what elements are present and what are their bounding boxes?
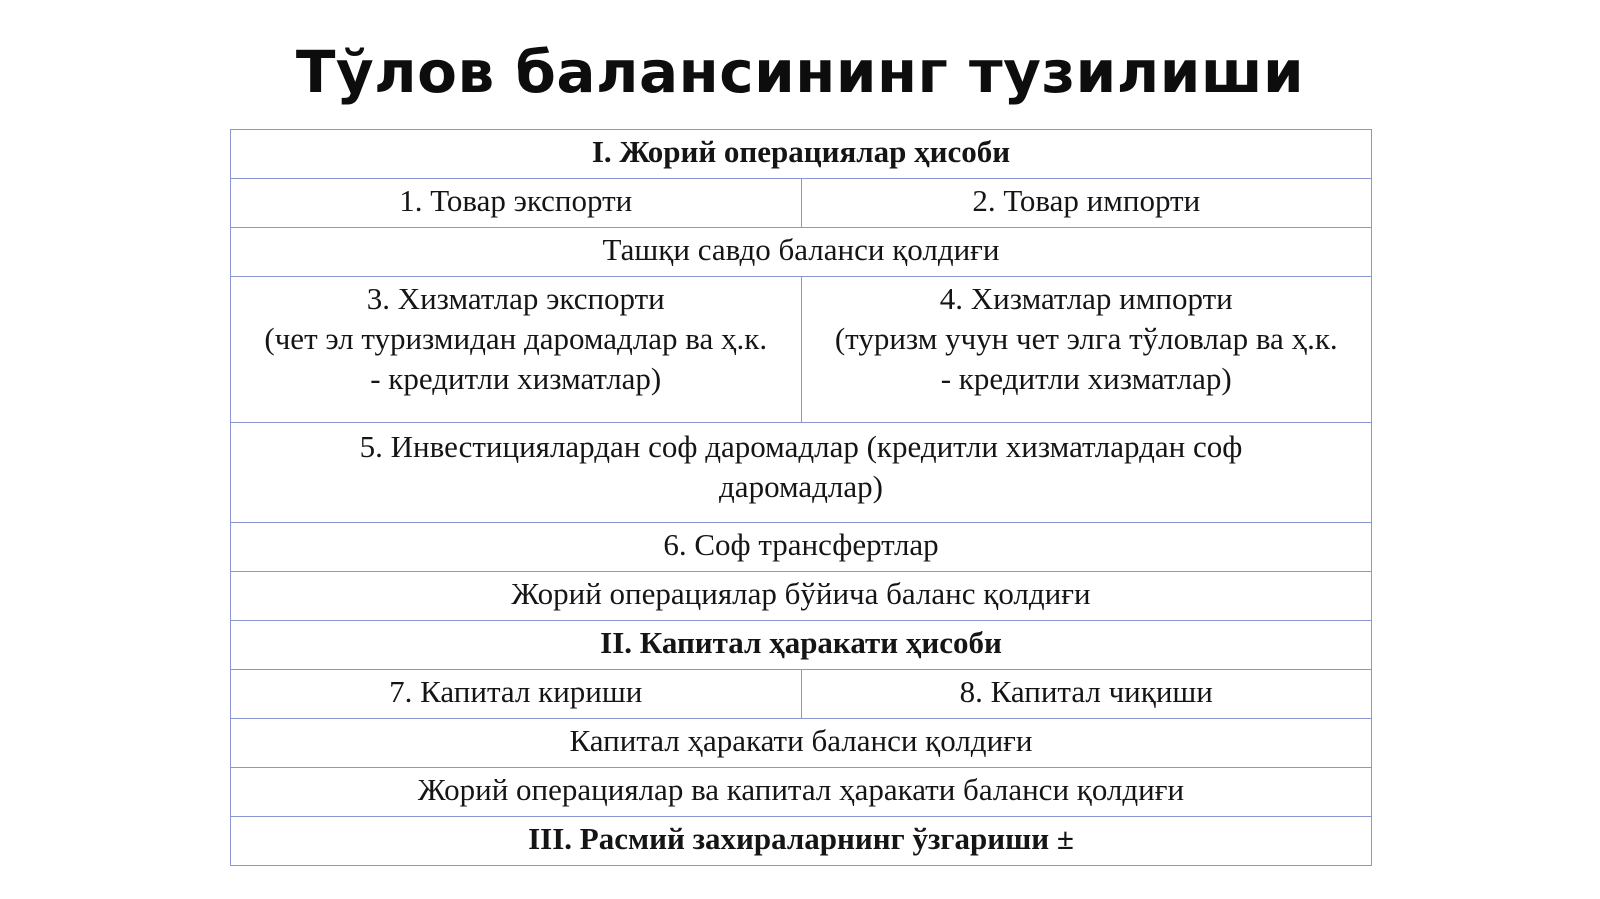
investment-income-line-1: 5. Инвестициялардан соф даромадлар (кредитли хизматлардан соф xyxy=(359,429,1243,464)
investment-income-line-2: даромадлар) xyxy=(719,469,883,504)
table-row xyxy=(231,277,1372,423)
services-import-cell xyxy=(801,277,1372,423)
trade-balance-cell: Ташқи савдо баланси қолдиғи xyxy=(231,228,1372,277)
services-export-line-3: - кредитли хизматлар) xyxy=(370,361,662,396)
goods-export-cell: 1. Товар экспорти xyxy=(231,179,802,228)
table-row xyxy=(231,719,1372,768)
capital-inflow-cell: 7. Капитал кириши xyxy=(231,670,802,719)
section-capital-account-header: II. Капитал ҳаракати ҳисоби xyxy=(231,621,1372,670)
table-row xyxy=(231,572,1372,621)
services-export-line-2: (чет эл туризмидан даромадлар ва ҳ.к. xyxy=(264,321,768,356)
table-row xyxy=(231,523,1372,572)
table-row xyxy=(231,817,1372,866)
services-import-line-1: 4. Хизматлар импорти xyxy=(939,281,1233,316)
services-export-cell xyxy=(231,277,802,423)
investment-income-cell xyxy=(231,423,1372,523)
services-export-line-1: 3. Хизматлар экспорти xyxy=(366,281,665,316)
table-row xyxy=(231,130,1372,179)
table-row xyxy=(231,670,1372,719)
section-official-reserves-header: III. Расмий захираларнинг ўзгариши ± xyxy=(231,817,1372,866)
combined-balance-cell: Жорий операциялар ва капитал ҳаракати баланси қолдиғи xyxy=(231,768,1372,817)
table-row xyxy=(231,423,1372,523)
services-import-line-3: - кредитли хизматлар) xyxy=(940,361,1232,396)
table-row xyxy=(231,621,1372,670)
current-account-balance-cell: Жорий операциялар бўйича баланс қолдиғи xyxy=(231,572,1372,621)
net-transfers-cell: 6. Соф трансфертлар xyxy=(231,523,1372,572)
page-title: Тўлов балансининг тузилиши xyxy=(295,38,1305,106)
goods-import-cell: 2. Товар импорти xyxy=(801,179,1372,228)
section-current-account-header: I. Жорий операциялар ҳисоби xyxy=(231,130,1372,179)
capital-balance-cell: Капитал ҳаракати баланси қолдиғи xyxy=(231,719,1372,768)
table-row xyxy=(231,768,1372,817)
table-row xyxy=(231,179,1372,228)
services-import-line-2: (туризм учун чет элга тўловлар ва ҳ.к. xyxy=(834,321,1338,356)
table-row xyxy=(231,228,1372,277)
balance-of-payments-table xyxy=(230,129,1372,866)
capital-outflow-cell: 8. Капитал чиқиши xyxy=(801,670,1372,719)
